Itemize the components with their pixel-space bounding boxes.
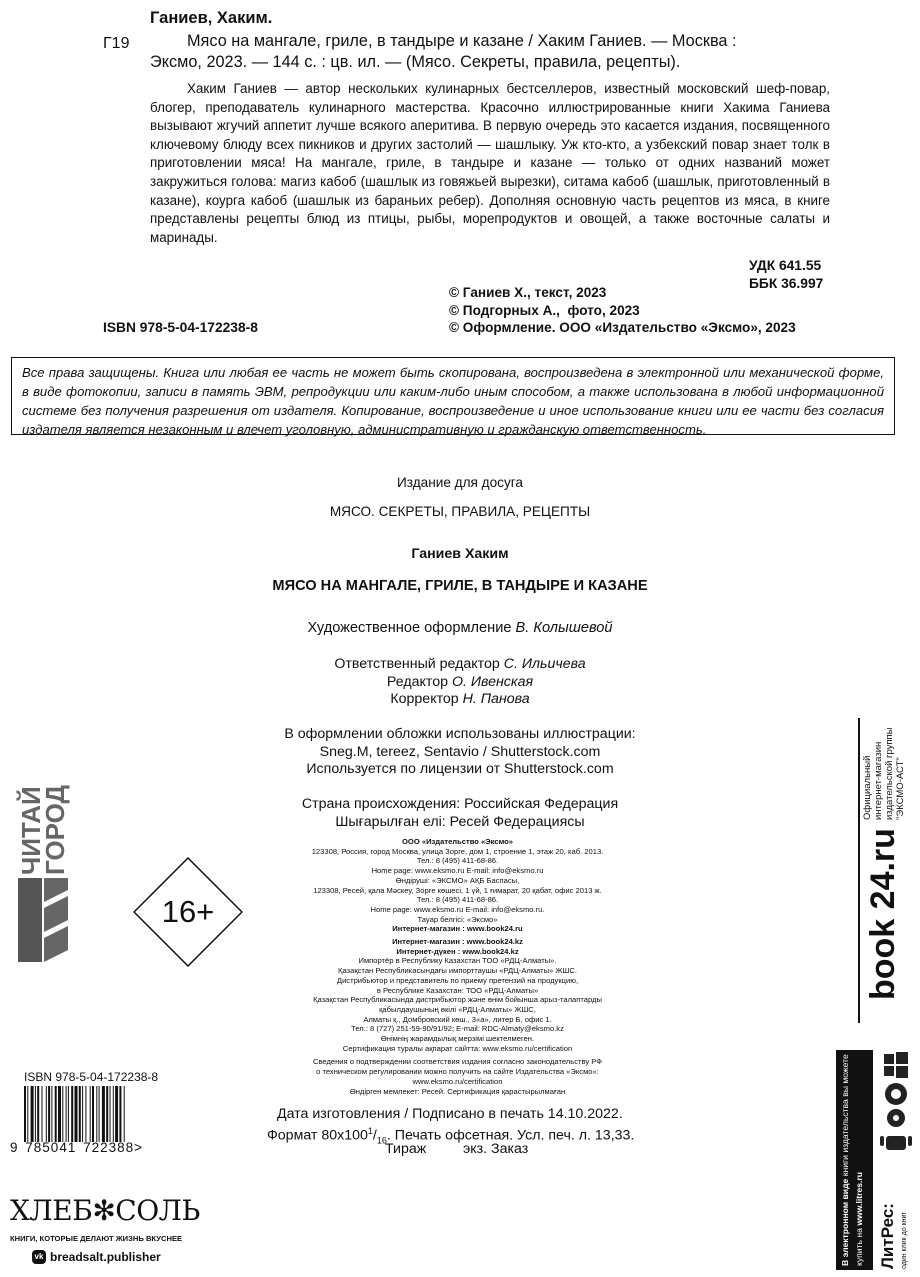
fine-line: Дистрибьютор и представитель по приему претензий на продукцию, — [336, 975, 579, 985]
bibliographic-line-1: Мясо на мангале, гриле, в тандыре и казане / Хаким Ганиев. — Москва : — [187, 32, 737, 50]
editor-label: Редактор — [386, 674, 448, 690]
copyright-photo: © Подгорных А., фото, 2023 — [449, 303, 640, 318]
rights-notice: Все права защищены. Книга или любая ее часть не может быть скопирована, воспроизведена в электронной или механической форме, в виде фотокопии, записи в память ЭВМ, репродукции или каким-либо иным способом, а также использована в любой информационной системе без получения разрешения от издателя. Копирование, воспроизведение и иное использование книги или ее части без согласия издателя является незаконным и влечет уголовную, административную и гражданскую ответственность. — [11, 357, 895, 435]
print-run-label: Тираж — [385, 1141, 427, 1157]
barcode-digits-left: 785041 — [25, 1140, 77, 1155]
ring-icon — [885, 1083, 907, 1105]
illustrations-line-1: В оформлении обложки использованы иллюстрации: — [284, 726, 636, 742]
barcode-bars — [24, 1086, 174, 1142]
bibliographic-line-2: Эксмо, 2023. — 144 с. : цв. ил. — (Мясо. Секреты, правила, рецепты). — [150, 53, 681, 71]
udk-code: УДК 641.55 — [749, 258, 822, 273]
age-rating-badge — [133, 857, 243, 967]
litres-line-2-url: www.litres.ru — [854, 1172, 864, 1226]
chitai-gorod-word-2: ГОРОД — [40, 784, 70, 875]
fine-line: Өндірген мемлекет: Ресей. Сертификация қарастырылмаған — [349, 1086, 566, 1096]
litres-line-2 — [853, 1172, 865, 1266]
responsible-editor-line — [180, 655, 740, 673]
order-label: экз. Заказ — [463, 1141, 529, 1157]
fine-line: ООО «Издательство «Эксмо» — [402, 837, 513, 846]
fine-line: www.eksmo.ru/certification — [412, 1076, 503, 1086]
print-format: Формат $80x100^1/_{16}$. Печать офсетная. Усл. печ. л. 13,33. — [267, 1126, 635, 1146]
khleb-sol-social: breadsalt.publisher — [50, 1250, 161, 1264]
isbn-header: ISBN 978-5-04-172238-8 — [103, 320, 258, 335]
litres-line-1 — [839, 1054, 851, 1266]
fine-line: Home page: www.eksmo.ru E-mail: info@eksmo.ru — [371, 866, 544, 876]
chitai-gorod-word-1: ЧИТАЙ — [16, 786, 46, 875]
barcode-digits — [10, 1140, 143, 1155]
fine-line: Қазақстан Республикасында дистрибьютор және өнім бойынша арыз-талаптарды — [313, 995, 602, 1005]
litres-logo-block — [876, 1185, 920, 1275]
format-prefix: Формат 80x100 — [267, 1127, 368, 1144]
fine-line: Алматы қ., Домбровский көш., 3«а», литер Б, офис 1. — [363, 1014, 552, 1024]
fine-line: Қазақстан Республикасындағы импорттаушы «РДЦ-Алматы» ЖШС. — [338, 966, 577, 976]
fine-line: Сведения о подтверждении соответствия издания согласно законодательству РФ — [312, 1057, 603, 1067]
fine-line: Тел.: 8 (495) 411-68-86. — [416, 856, 499, 866]
production-date: Дата изготовления / Подписано в печать 14.10.2022. — [277, 1106, 623, 1122]
barcode-digit-first: 9 — [10, 1140, 19, 1155]
book24-block — [862, 718, 920, 1023]
fine-line: Интернет-магазин : www.book24.ru — [392, 924, 523, 934]
barcode-digits-right: 722388 — [83, 1140, 135, 1155]
series-name: МЯСО. СЕКРЕТЫ, ПРАВИЛА, РЕЦЕПТЫ — [329, 504, 591, 519]
fine-line: Тел.: 8 (727) 251-59-90/91/92; E-mail: RDC-Almaty@eksmo.kz — [351, 1024, 564, 1034]
corrector-name: Н. Панова — [462, 691, 530, 707]
art-design-name: В. Колышевой — [515, 620, 613, 636]
imprint-author: Ганиев Хаким — [411, 546, 509, 562]
app-store-icons — [876, 1052, 916, 1162]
litres-tagline: один клик до книг — [901, 1211, 908, 1269]
fine-line: қабылдаушының өкілі «РДЦ-Алматы» ЖШС, — [379, 1004, 536, 1014]
book24-logo: book 24.ru — [864, 828, 902, 1000]
fine-line: в Республике Казахстан: ТОО «РДЦ-Алматы» — [376, 985, 539, 995]
imprint-title: МЯСО НА МАНГАЛЕ, ГРИЛЕ, В ТАНДЫРЕ И КАЗАНЕ — [272, 578, 648, 594]
fine-line: Тел.: 8 (495) 411-68-86. — [416, 895, 499, 905]
fine-line: 123308, Ресей, қала Мәскеу, Зорге көшесі, 1 үй, 1 ғимарат, 20 қабат, офис 2013 ж. — [313, 885, 602, 895]
editor-line — [180, 673, 740, 691]
responsible-editor-label: Ответственный редактор — [334, 656, 500, 672]
edition-type: Издание для досуга — [397, 475, 523, 490]
responsible-editor-name: С. Ильичева — [503, 656, 586, 672]
litres-line-2-pre: купить на — [854, 1225, 864, 1266]
litres-app-icons — [876, 1052, 916, 1162]
format-suffix: . Печать офсетная. Усл. печ. л. 13,33. — [386, 1127, 635, 1144]
copyright-design: © Оформление. ООО «Издательство «Эксмо», 2023 — [449, 320, 796, 335]
fine-line: Интернет-магазин : www.book24.kz — [392, 937, 523, 947]
vk-icon: vk — [32, 1250, 46, 1264]
book24-desc-1: Официальный — [862, 755, 873, 820]
litres-strip — [836, 1050, 873, 1270]
editor-name: О. Ивенская — [451, 674, 534, 690]
litres-line-1-rest: книги издательства вы можете — [840, 1054, 850, 1179]
copyright-text: © Ганиев Х., текст, 2023 — [449, 285, 607, 300]
index-code: Г19 — [103, 35, 130, 52]
khleb-sol-logo: ХЛЕБ✻СОЛЬ — [10, 1194, 200, 1227]
windows-icon — [884, 1052, 908, 1078]
corrector-line — [180, 690, 740, 708]
corrector-label: Корректор — [390, 691, 459, 707]
fine-line: 123308, Россия, город Москва, улица Зорге, дом 1, строение 1, этаж 20, каб. 2013. — [311, 846, 604, 856]
litres-logo: ЛитРес: — [878, 1203, 897, 1269]
khleb-sol-tagline: КНИГИ, КОТОРЫЕ ДЕЛАЮТ ЖИЗНЬ ВКУСНЕЕ — [10, 1234, 183, 1243]
illustrations-line-2: Sneg.M, tereez, Sentavio / Shutterstock.com — [319, 744, 601, 760]
book24-desc-3: издательской группы — [884, 727, 895, 820]
country-of-origin-ru: Страна происхождения: Российская Федерация — [301, 796, 619, 812]
author-heading: Ганиев, Хаким. — [150, 9, 273, 27]
country-of-origin-kz: Шығарылған елі: Ресей Федерациясы — [335, 814, 585, 830]
age-rating-text: 16+ — [161, 894, 215, 929]
fine-line: Home page: www.eksmo.ru E-mail: info@eksmo.ru. — [370, 904, 545, 914]
fine-line: о техническом регулировании можно получить на сайте Издательства «Эксмо»: — [316, 1067, 599, 1077]
litres-line-1-bold: В электронном виде — [840, 1178, 850, 1266]
book24-vertical-bar — [858, 718, 860, 1023]
barcode-tail: > — [134, 1140, 144, 1155]
art-design-label: Художественное оформление — [307, 620, 512, 636]
annotation: Хаким Ганиев — автор нескольких кулинарных бестселлеров, известный московский шеф-повар, блогер, преподаватель кулинарного мастерства. Красочно иллюстрированные книги Хакима Ганиева вызывают жгучий аппетит лучше всякого аперитива. В первую очередь это касается издания, посвященного ключевому блюду всех пикников и других застолий — шашлыку. Уж кто-кто, а узбекский повар знает толк в приготовлении мяса! На мангале, гриле, в тандыре и казане — только от одних названий может закружиться голова: магиз кабоб (шашлык из говяжьей вырезки), ситама кабоб (шашлык, приготовленный в казане), коурга кабоб (шашлык из бараньих ребер). Дополняя основную часть рецептов из мяса, в книге представлены рецепты блюд из птицы, рыбы, морепродуктов и овощей, а также восточные салаты и маринады. — [150, 81, 830, 245]
book24-desc-2: интернет-магазин — [873, 741, 884, 820]
fine-line: Импортёр в Республику Казахстан ТОО «РДЦ-Алматы». — [358, 956, 557, 966]
format-denominator: 16 — [376, 1135, 387, 1146]
chitai-gorod-mark — [18, 878, 42, 962]
format-numerator: 1 — [367, 1126, 373, 1136]
chitai-gorod-bars-icon — [44, 878, 68, 962]
fine-line: Өнімнің жарамдылық мерзімі шектелмеген. — [380, 1034, 535, 1044]
book24-desc-4: "ЭКСМО-АСТ" — [895, 757, 906, 820]
art-design-line — [180, 620, 740, 636]
chitai-gorod-logo — [18, 760, 73, 965]
fine-line: Өндіруші: «ЭКСМО» АҚБ Баспасы, — [395, 875, 520, 885]
fine-line: Интернет-дүкен : www.book24.kz — [396, 946, 519, 956]
fine-line: Сертификация туралы ақпарат сайтта: www.eksmo.ru/certification — [342, 1043, 573, 1053]
barcode-isbn: ISBN 978-5-04-172238-8 — [24, 1070, 159, 1084]
publisher-fine-print — [280, 837, 635, 1096]
bbk-code: ББК 36.997 — [749, 276, 824, 291]
fine-line: Тауар белгісі: «Эксмо» — [417, 914, 498, 924]
gear-icon — [887, 1109, 905, 1127]
android-icon — [880, 1136, 912, 1150]
illustrations-line-3: Используется по лицензии от Shutterstock.com — [306, 761, 614, 777]
